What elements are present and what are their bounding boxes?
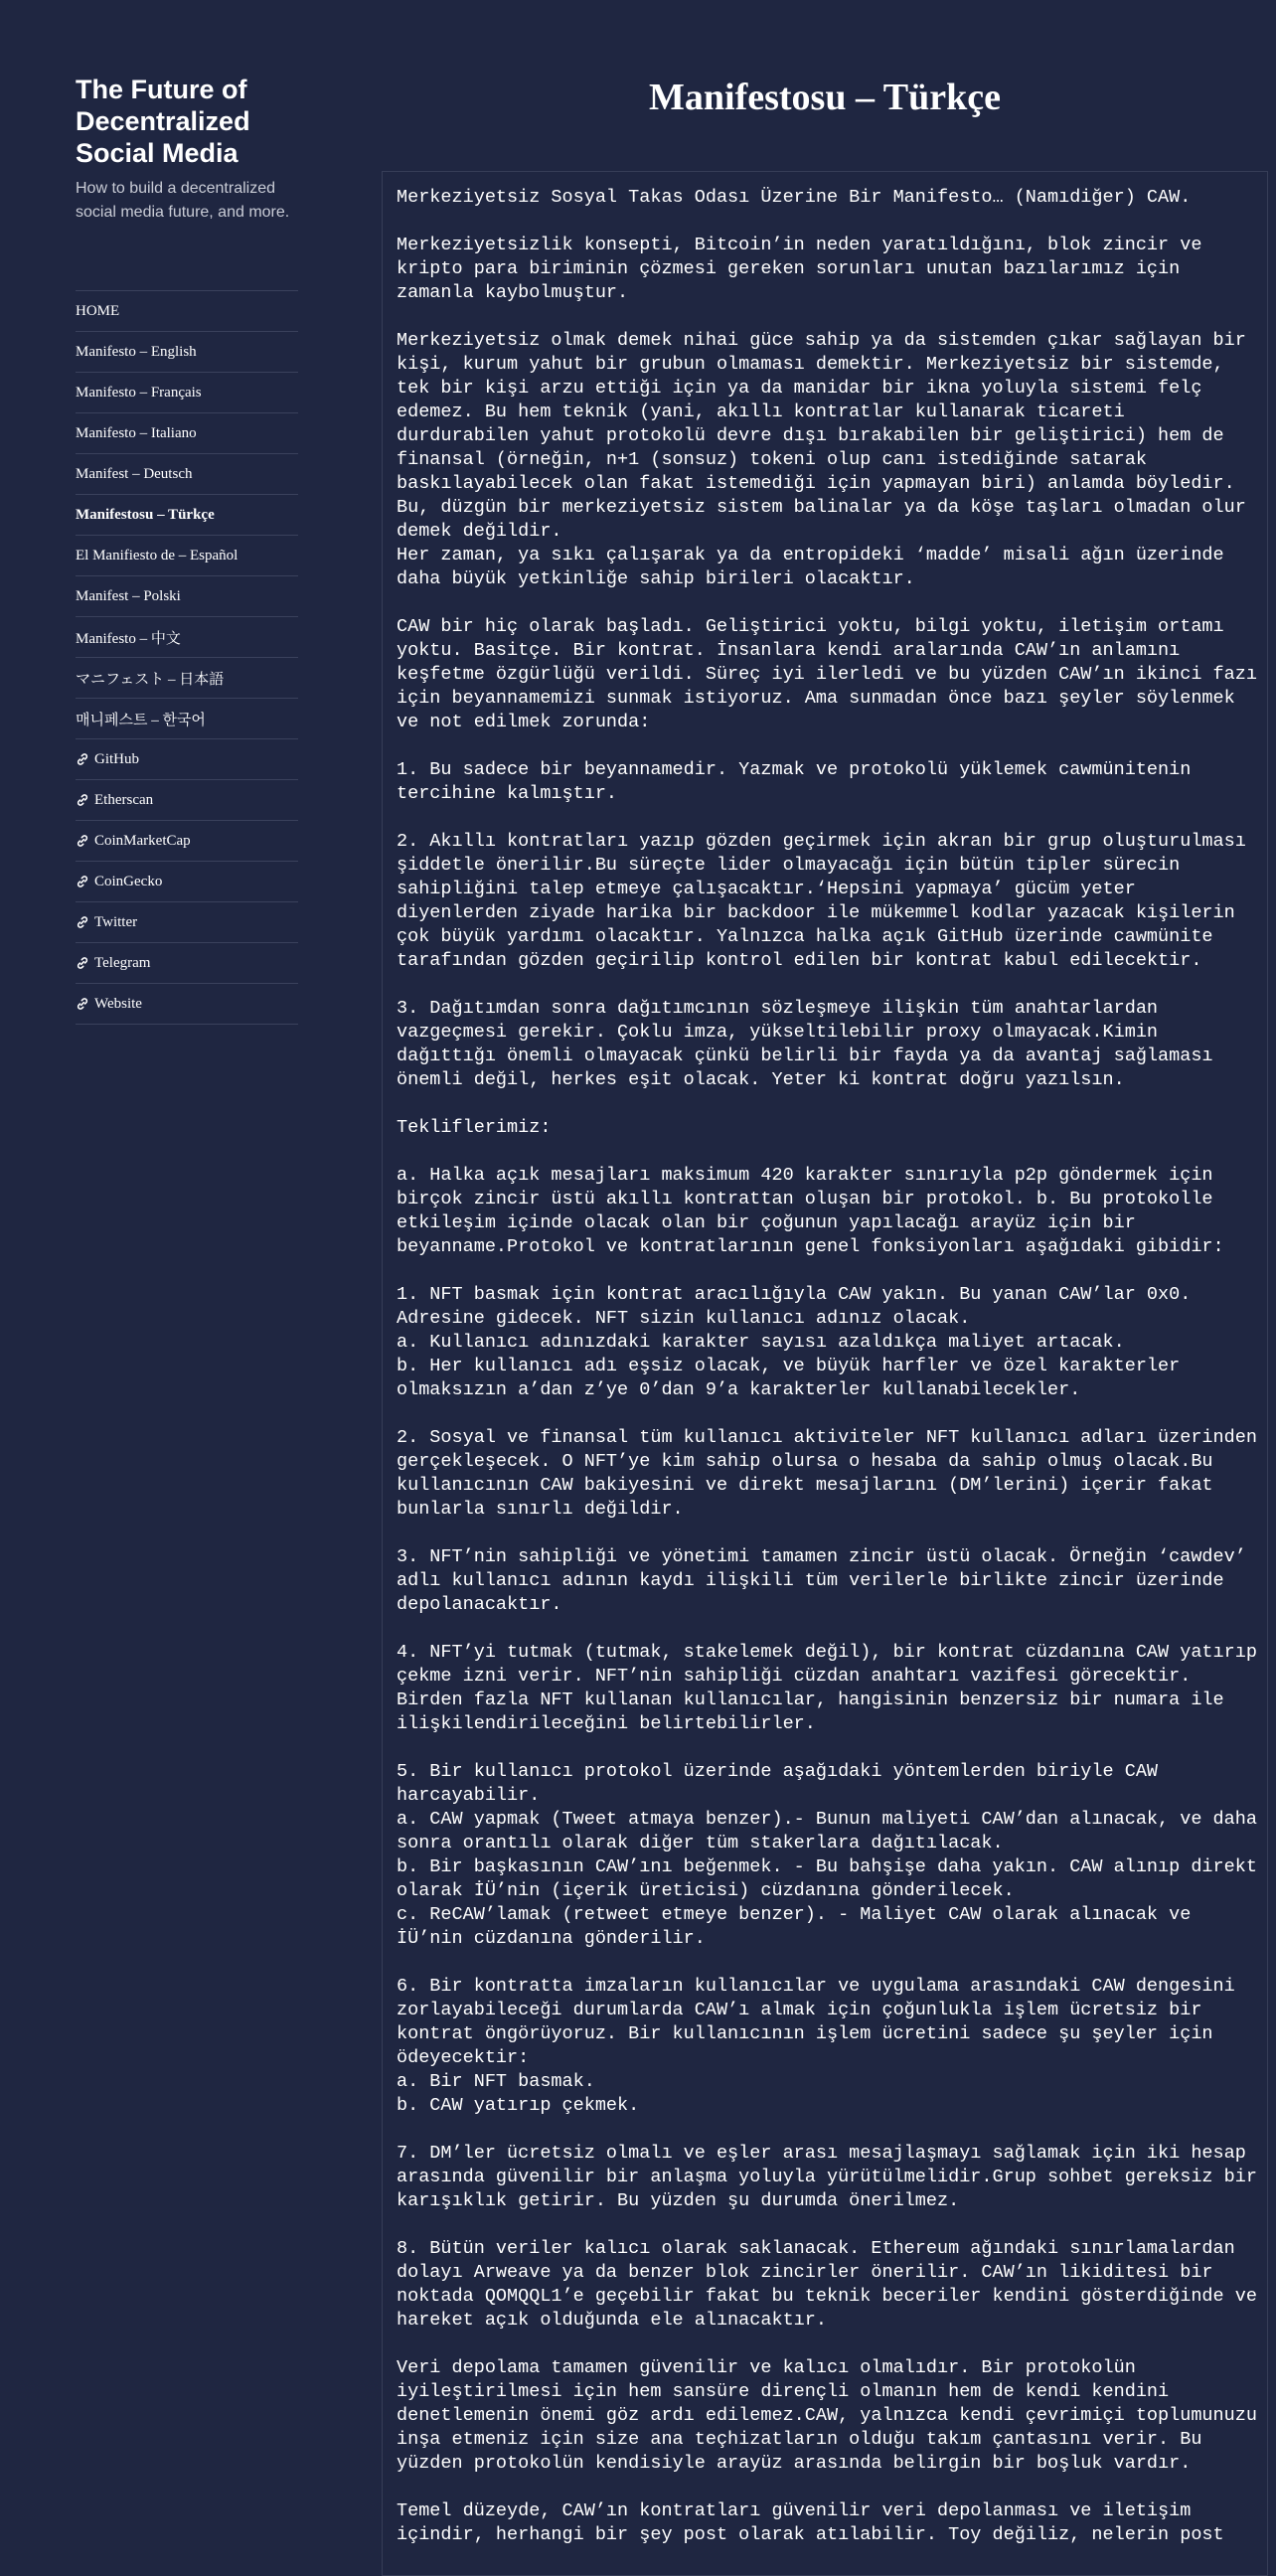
menu-item[interactable] [76, 454, 298, 495]
article-content [382, 171, 1268, 2576]
menu-item-label: Telegram [94, 954, 151, 971]
menu-item[interactable] [76, 739, 298, 780]
menu-item-label: GitHub [94, 750, 139, 767]
menu-item[interactable] [76, 699, 298, 739]
menu-item-label: Manifest – Polski [76, 587, 181, 604]
menu-item[interactable] [76, 658, 298, 699]
menu-item-label: Manifestosu – Türkçe [76, 506, 215, 523]
menu-item[interactable] [76, 413, 298, 454]
site-title[interactable]: The Future of Decentralized Social Media [76, 75, 250, 168]
menu-item-label: Manifesto – English [76, 343, 197, 360]
menu-item-label: Manifesto – 中文 [76, 630, 181, 647]
menu-item[interactable] [76, 821, 298, 862]
menu-item[interactable] [76, 495, 298, 536]
menu-item[interactable] [76, 862, 298, 902]
menu-item[interactable] [76, 373, 298, 413]
menu-item-label: HOME [76, 302, 120, 319]
link-icon [76, 915, 89, 929]
page-title: Manifestosu – Türkçe [649, 77, 1001, 118]
sidebar [76, 74, 298, 1025]
menu-item-label: Twitter [94, 913, 138, 930]
menu-item[interactable] [76, 576, 298, 617]
menu-item[interactable] [76, 984, 298, 1025]
link-icon [76, 956, 89, 970]
menu-item-label: マニフェスト – 日本語 [76, 671, 225, 688]
site-description: How to build a decentralized social media future, and more. [76, 180, 290, 221]
menu-item[interactable] [76, 780, 298, 821]
menu-item-label: Website [94, 995, 142, 1012]
menu-item[interactable] [76, 943, 298, 984]
menu-item[interactable] [76, 291, 298, 332]
link-icon [76, 834, 89, 848]
menu-item-label: Etherscan [94, 791, 154, 808]
menu-item[interactable] [76, 902, 298, 943]
link-icon [76, 752, 89, 766]
article-text: Merkeziyetsiz Sosyal Takas Odası Üzerine Bir Manifesto… (Namıdiğer) CAW. Merkeziyetsizlik konsepti, Bitcoin’in neden yaratıldığını, blok zincir ve kripto para biriminin çözmesi gereken sorunları unutan bazılarımız için zamanla kaybolmuştur. Merkeziyetsiz olmak demek nihai güce sahip ya da sistemden çıkar sağlayan bir kişi, kurum yahut bir grubun olmaması demektir. Merkeziyetsiz bir sistemde, tek bir kişi arzu ettiği için ya da manidar bir ikna yoluyla sistemi felç edemez. Bu hem teknik (yani, akıllı kontratlar kullanarak ticareti durdurabilen yahut protokolü devre dışı bırakabilen bir geliştirici) hem de finansal (örneğin, n+1 (sonsuz) tokeni olup canı istediğinde satarak baskılayabilecek olan fakat istemediği için yapmayan biri) anlamda böyledir. Bu, düzgün bir merkeziyetsiz sistem balinalar ya da köşe taşları olmadan olur demek değildir. Her zaman, ya sıkı çalışarak ya da entropideki ‘madde’ misali ağın üzerinde daha büyük yetkinliğe sahip birileri olacaktır. CAW bir hiç olarak başladı. Geliştirici yoktu, bilgi yoktu, iletişim ortamı yoktu. Basitçe. Bir kontrat. İnsanlara kendi aralarında CAW’ın anlamını keşfetme özgürlüğü verildi. Süreç iyi ilerledi ve bu yüzden CAW’ın ikinci fazı için beyannamemizi sunmak istiyoruz. Ama sunmadan önce bazı şeyler söylenmek ve not edilmek zorunda: 1. Bu sadece bir beyannamedir. Yazmak ve protokolü yüklemek cawmünitenin tercihine kalmıştır. 2. Akıllı kontratları yazıp gözden geçirmek için akran bir grup oluşturulması şiddetle önerilir.Bu süreçte lider olmayacağı için bütün tipler sürecin sahipliğini talep etmeye çalışacaktır.‘Hepsini yapmaya’ gücüm yeter diyenlerden ziyade harika bir backdoor ile mükemmel kodlar yazacak kişilerin çok büyük yardımı olacaktır. Yalnızca halka açık GitHub üzerinde cawmünite tarafından gözden geçirilip kontrol edilen bir kontrat kabul edilecektir. 3. Dağıtımdan sonra dağıtımcının sözleşmeye ilişkin tüm anahtarlardan vazgeçmesi gerekir. Çoklu imza, yükseltilebilir proxy olmayacak.Kimin dağıttığı önemli olmayacak çünkü belirli bir fayda ya da avantaj sağlaması önemli değil, herkes eşit olacak. Yeter ki kontrat doğru yazılsın. Tekliflerimiz: a. Halka açık mesajları maksimum 420 karakter sınırıyla p2p göndermek için birçok zincir üstü akıllı kontrattan oluşan bir protokol. b. Bu protokolle etkileşim içinde olacak olan bir çoğunun yapılacağı arayüz için bir beyanname.Protokol ve kontratlarının genel fonksiyonları aşağıdaki gibidir: 1. NFT basmak için kontrat aracılığıyla CAW yakın. Bu yanan CAW’lar 0x0. Adresine gidecek. NFT sizin kullanıcı adınız olacak. a. Kullanıcı adınızdaki karakter sayısı azaldıkça maliyet artacak. b. Her kullanıcı adı eşsiz olacak, ve büyük harfler ve özel karakterler olmaksızın a’dan z’ye 0’dan 9’a karakterler kullanabilecekler. 2. Sosyal ve finansal tüm kullanıcı aktiviteler NFT kullanıcı adları üzerinden gerçekleşecek. O NFT’ye kim sahip olursa o hesaba da sahip olmuş olacak.Bu kullanıcının CAW bakiyesini ve direkt mesajlarını (DM’lerini) içerir fakat bunlarla sınırlı değildir. 3. NFT’nin sahipliği ve yönetimi tamamen zincir üstü olacak. Örneğin ‘cawdev’ adlı kullanıcı adının kaydı ilişkili tüm verilerle birlikte zincir üzerinde depolanacaktır. 4. NFT’yi tutmak (tutmak, stakelemek değil), bir kontrat cüzdanına CAW yatırıp çekme izni verir. NFT’nin sahipliği cüzdan anahtarı vazifesi görecektir. Birden fazla NFT kullanan kullanıcılar, hangisinin benzersiz bir numara ile ilişkilendirileceğini belirtebilirler. 5. Bir kullanıcı protokol üzerinde aşağıdaki yöntemlerden biriyle CAW harcayabilir. a. CAW yapmak (Tweet atmaya benzer).- Bunun maliyeti CAW’dan alınacak, ve daha sonra orantılı olarak diğer tüm stakerlara dağıtılacak. b. Bir başkasının CAW’ını beğenmek. - Bu bahşişe daha yakın. CAW alınıp direkt olarak İÜ’nin (içerik üreticisi) cüzdanına gönderilecek. c. ReCAW’lamak (retweet etmeye benzer). - Maliyet CAW olarak alınacak ve İÜ’nin cüzdanına gönderilir. 6. Bir kontratta imzaların kullanıcılar ve uygulama arasındaki CAW dengesini zorlayabileceği durumlarda CAW’ı almak için çoğunlukla işlem ücretsiz bir kontrat öngörüyoruz. Bir kullanıcının işlem ücretini sadece şu şeyler için ödeyecektir: a. Bir NFT basmak. b. CAW yatırıp çekmek. 7. DM’ler ücretsiz olmalı ve eşler arası mesajlaşmayı sağlamak için iki hesap arasında güvenilir bir anlaşma yoluyla yürütülmelidir.Grup sohbet gereksiz bir karışıklık getirir. Bu yüzden şu durumda önerilmez. 8. Bütün veriler kalıcı olarak saklanacak. Ethereum ağındaki sınırlamalardan dolayı Arweave ya da benzer blok zincirler önerilir. CAW’ın likiditesi bir noktada QOMQQL1’e geçebilir fakat bu teknik beceriler kendini gösterdiğinde ve hareket açık olduğunda ele alınacaktır. Veri depolama tamamen güvenilir ve kalıcı olmalıdır. Bir protokolün iyileştirilmesi için hem sansüre dirençli olmanın hem de kendi kendini denetlemenin önemi göz ardı edilemez.CAW, yalnızca kendi çevrimiçi toplumunuzu inşa etmeniz için size ana teçhizatların olduğu takım çantasını verir. Bu yüzden protokolün kendisiyle arayüz arasında belirgin bir boşluk vardır. Temel düzeyde, CAW’ın kontratları güvenilir veri depolanması ve iletişim içindir, herhangi bir şey post olarak atılabilir. Toy değiliz, nelerin post [397, 187, 1257, 2545]
link-icon [76, 793, 89, 807]
link-icon [76, 997, 89, 1011]
menu-item-label: El Manifiesto de – Español [76, 547, 239, 564]
menu-item-label: CoinMarketCap [94, 832, 191, 849]
menu-item-label: Manifesto – Français [76, 384, 202, 401]
menu-item[interactable] [76, 617, 298, 658]
link-icon [76, 875, 89, 888]
menu-item-label: 매니페스트 – 한국어 [76, 712, 206, 728]
menu-item-label: Manifest – Deutsch [76, 465, 193, 482]
menu-item-label: CoinGecko [94, 873, 163, 889]
nav-menu [76, 290, 298, 1025]
menu-item[interactable] [76, 332, 298, 373]
menu-item-label: Manifesto – Italiano [76, 424, 197, 441]
menu-item[interactable] [76, 536, 298, 576]
